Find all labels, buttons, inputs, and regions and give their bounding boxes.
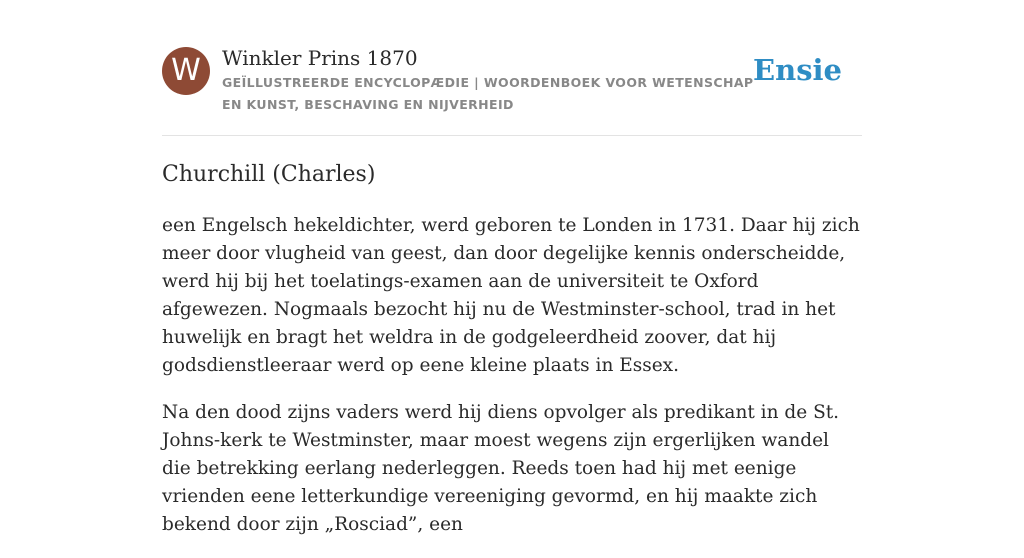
entry-title: Churchill (Charles) — [162, 162, 376, 187]
source-subtitle: GEÏLLUSTREERDE ENCYCLOPÆDIE | WOORDENBOEK VOOR WETENSCHAP EN KUNST, BESCHAVING EN NIJVERHEID — [222, 75, 754, 112]
source-header — [162, 46, 862, 136]
header-divider — [162, 135, 862, 136]
page — [162, 0, 862, 535]
entry-paragraph: Na den dood zijns vaders werd hij diens opvolger als predikant in de St. Johns-kerk te Westminster, maar moest wegens zijn ergerlijken wandel die betrekking eerlang nederleggen. Reeds toen had hij met eenige vrienden eene letterkundige vereeniging gevormd, en hij maakte zich bekend door zijn „Rosciad”, een — [162, 402, 840, 535]
entry-body — [162, 212, 862, 558]
entry-paragraph: een Engelsch hekeldichter, werd geboren te Londen in 1731. Daar hij zich meer door vlugheid van geest, dan door degelijke kennis onderscheidde, werd hij bij het toelatings-examen aan de universiteit te Oxford afgewezen. Nogmaals bezocht hij nu de Westminster-school, trad in het huwelijk en bragt het weldra in de godgeleerdheid zoover, dat hij godsdienstleeraar werd op eene kleine plaats in Essex. — [162, 215, 860, 376]
source-avatar[interactable]: W — [162, 47, 210, 95]
brand-logo-link[interactable]: Ensie — [753, 53, 842, 87]
source-title[interactable]: Winkler Prins 1870 — [222, 46, 418, 70]
